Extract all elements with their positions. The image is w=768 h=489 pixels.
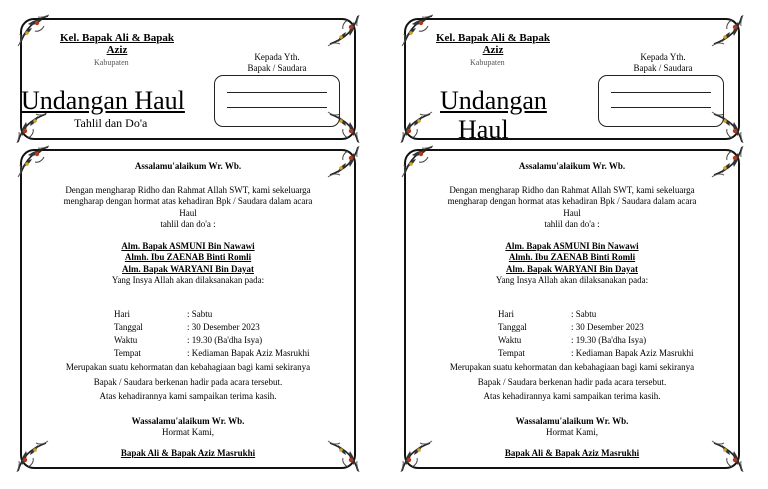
- paragraph-line: tahlil dan do'a :: [160, 219, 216, 229]
- paragraph-line: Dengan mengharap Ridho dan Rahmat Allah SWT, kami sekeluarga: [449, 184, 695, 195]
- right-cover-card: [400, 14, 744, 144]
- detail-value-tempat: : Kediaman Bapak Aziz Masrukhi: [571, 348, 694, 358]
- paragraph-line: mengharap dengan hormat atas kehadiran Bpk / Saudara dalam acara: [63, 196, 313, 206]
- detail-label-hari: Hari: [114, 309, 130, 319]
- address-box: [214, 75, 340, 127]
- detail-label-tanggal: Tanggal: [114, 322, 143, 332]
- family-line-1: Kel. Bapak Ali & Bapak: [435, 32, 550, 44]
- detail-label-tanggal: Tanggal: [498, 322, 527, 332]
- left-letter-card: [16, 145, 360, 473]
- address-box: [598, 75, 724, 127]
- kepada-label: Kepada Yth.: [640, 52, 686, 62]
- deceased-name: Almh. Ibu ZAENAB Binti Romli: [124, 252, 252, 262]
- letter-closing: [414, 362, 730, 459]
- signature: Bapak Ali & Bapak Aziz Masrukhi: [120, 447, 256, 458]
- detail-value-waktu: : 19.30 (Ba'dha Isya): [571, 335, 647, 345]
- detail-value-waktu: : 19.30 (Ba'dha Isya): [187, 335, 263, 345]
- salutation: Wassalamu'alaikum Wr. Wb.: [131, 415, 245, 426]
- left-cover-card: [16, 14, 360, 144]
- detail-label-waktu: Waktu: [498, 335, 522, 345]
- signature: Bapak Ali & Bapak Aziz Masrukhi: [504, 447, 640, 458]
- detail-value-hari: : Sabtu: [187, 309, 213, 319]
- recipient-header: [620, 52, 706, 74]
- detail-value-tanggal: : 30 Desember 2023: [187, 322, 260, 332]
- deceased-name: Alm. Bapak ASMUNI Bin Nawawi: [505, 240, 639, 251]
- corner-ornament-icon: [16, 14, 50, 48]
- saudara-label: Bapak / Saudara: [633, 63, 693, 73]
- corner-ornament-icon: [400, 110, 434, 144]
- kepada-label: Kepada Yth.: [254, 52, 300, 62]
- paragraph-line: tahlil dan do'a :: [544, 219, 600, 229]
- closing-line: Bapak / Saudara berkenan hadir pada acara tersebut.: [477, 376, 667, 387]
- detail-label-tempat: Tempat: [498, 348, 525, 358]
- saudara-label: Bapak / Saudara: [247, 63, 307, 73]
- address-line: [227, 92, 327, 93]
- paragraph-line: Haul: [179, 207, 197, 218]
- closing-line: Bapak / Saudara berkenan hadir pada acara tersebut.: [93, 376, 283, 387]
- detail-value-hari: : Sabtu: [571, 309, 597, 319]
- schedule-intro: Yang Insya Allah akan dilaksanakan pada:: [111, 275, 265, 285]
- schedule-intro: Yang Insya Allah akan dilaksanakan pada:: [495, 275, 649, 285]
- cut-off-text: Kabupaten: [94, 58, 129, 67]
- detail-label-tempat: Tempat: [114, 348, 141, 358]
- detail-value-tempat: : Kediaman Bapak Aziz Masrukhi: [187, 348, 310, 358]
- deceased-name: Alm. Bapak ASMUNI Bin Nawawi: [121, 240, 255, 251]
- letter-body: [420, 161, 724, 287]
- deceased-name: Almh. Ibu ZAENAB Binti Romli: [508, 252, 636, 262]
- detail-label-waktu: Waktu: [114, 335, 138, 345]
- invitation-title-cut: Haul: [458, 115, 509, 144]
- invitation-title: Undangan Haul: [21, 86, 185, 115]
- corner-ornament-icon: [710, 14, 744, 48]
- invitation-subtitle: Tahlil dan Do'a: [74, 116, 148, 130]
- deceased-name: Alm. Bapak WARYANI Bin Dayat: [122, 263, 254, 274]
- address-line: [227, 107, 327, 108]
- closing-line: Merupakan suatu kehormatan dan kebahagiaan bagi kami sekiranya: [449, 362, 695, 372]
- letter-body: [36, 161, 340, 287]
- address-line: [611, 92, 711, 93]
- hormat-kami: Hormat Kami,: [546, 427, 598, 437]
- paragraph-line: Dengan mengharap Ridho dan Rahmat Allah SWT, kami sekeluarga: [65, 184, 311, 195]
- hormat-kami: Hormat Kami,: [162, 427, 214, 437]
- deceased-name: Alm. Bapak WARYANI Bin Dayat: [506, 263, 638, 274]
- paragraph-line: mengharap dengan hormat atas kehadiran Bpk / Saudara dalam acara: [447, 196, 697, 206]
- closing-line: Atas kehadirannya kami sampaikan terima kasih.: [99, 391, 277, 401]
- corner-ornament-icon: [326, 14, 360, 48]
- family-name: [428, 32, 558, 56]
- paragraph-line: Haul: [563, 207, 581, 218]
- detail-label-hari: Hari: [498, 309, 514, 319]
- right-letter-card: [400, 145, 744, 473]
- greeting: Assalamu'alaikum Wr. Wb.: [134, 161, 242, 171]
- corner-ornament-icon: [16, 110, 50, 144]
- closing-line: Merupakan suatu kehormatan dan kebahagiaan bagi kami sekiranya: [65, 362, 311, 372]
- closing-line: Atas kehadirannya kami sampaikan terima kasih.: [483, 391, 661, 401]
- cut-off-text: Kabupaten: [470, 58, 505, 67]
- family-name: [52, 32, 182, 56]
- salutation: Wassalamu'alaikum Wr. Wb.: [515, 415, 629, 426]
- letter-closing: [30, 362, 346, 459]
- detail-value-tanggal: : 30 Desember 2023: [571, 322, 644, 332]
- address-line: [611, 107, 711, 108]
- recipient-header: [234, 52, 320, 74]
- family-line-1: Kel. Bapak Ali & Bapak: [59, 32, 174, 44]
- family-line-2: Aziz: [106, 44, 128, 56]
- greeting: Assalamu'alaikum Wr. Wb.: [518, 161, 626, 171]
- invitation-title: Undangan: [440, 86, 547, 115]
- family-line-2: Aziz: [482, 44, 504, 56]
